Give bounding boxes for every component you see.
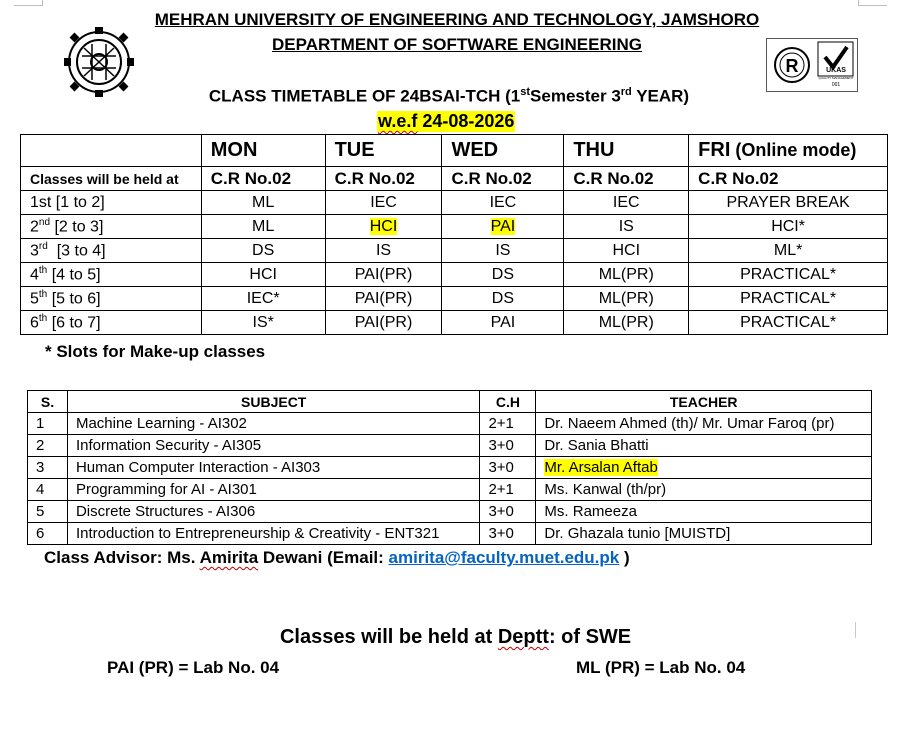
slot-ordinal-sup: th [38, 264, 48, 276]
subject-sno: 5 [28, 501, 68, 523]
slot-label [21, 239, 202, 263]
day-header-row [21, 135, 888, 167]
day-header-fri [689, 135, 888, 167]
slot-label [21, 287, 202, 311]
slot-cell-text: PAI [490, 313, 516, 331]
slot-cell [325, 287, 442, 311]
slot-range: [3 to 4] [47, 242, 106, 260]
subject-name: Programming for AI - AI301 [67, 479, 480, 501]
teacher-name: Dr. Sania Bhatti [544, 437, 649, 454]
teacher-name: Dr. Ghazala tunio [MUISTD] [544, 525, 731, 542]
subject-credit-hours: 2+1 [480, 479, 536, 501]
subject-sno: 2 [28, 435, 68, 457]
slot-ordinal-sup: th [38, 312, 48, 324]
title-sup-rd: rd [620, 86, 632, 98]
corner-cell [21, 135, 202, 167]
subject-row [28, 413, 872, 435]
advisor-prefix: Class Advisor: Ms. [44, 548, 200, 567]
room-cell: C.R No.02 [442, 167, 564, 191]
subject-credit-hours: 3+0 [480, 501, 536, 523]
slot-row [21, 239, 888, 263]
venue-suffix: : of SWE [548, 626, 632, 648]
slot-row [21, 287, 888, 311]
room-cell: C.R No.02 [201, 167, 325, 191]
makeup-footnote: * Slots for Make-up classes [45, 342, 266, 361]
slot-ordinal-sup: th [38, 288, 48, 300]
subjects-header-row [28, 391, 872, 413]
slot-ordinal-sup: rd [38, 240, 48, 252]
room-row-label: Classes will be held at [21, 167, 202, 191]
slot-cell [325, 263, 442, 287]
slot-label [21, 311, 202, 335]
subject-name: Machine Learning - AI302 [67, 413, 480, 435]
subjects-table [27, 390, 872, 545]
slot-cell-text: DS [491, 265, 515, 283]
subject-credit-hours: 2+1 [480, 413, 536, 435]
svg-text:R: R [785, 56, 799, 76]
slot-cell-text: ML [252, 193, 275, 211]
slot-cell [201, 191, 325, 215]
day-header-tue: TUE [325, 135, 442, 167]
subject-row [28, 457, 872, 479]
slot-cell-text: PRACTICAL* [740, 289, 837, 307]
slot-ordinal: 6 [30, 314, 39, 332]
teacher-name: Ms. Kanwal (th/pr) [544, 481, 667, 498]
slot-cell [201, 239, 325, 263]
advisor-suffix: ) [619, 548, 630, 567]
class-advisor-line [44, 548, 630, 568]
slot-ordinal: 5 [30, 290, 39, 308]
slot-cell-text-highlighted: PAI [490, 217, 516, 235]
subject-teacher [536, 523, 872, 545]
venue-line [0, 603, 900, 649]
slot-range: [4 to 5] [47, 266, 101, 284]
slot-cell-text: HCI [249, 265, 277, 283]
slot-cell [689, 263, 888, 287]
slot-cell-text: ML* [773, 241, 803, 259]
slot-range: [6 to 7] [47, 314, 101, 332]
slot-row [21, 263, 888, 287]
slot-cell-text: PRAYER BREAK [726, 193, 850, 211]
slot-cell-text: HCI [612, 241, 641, 259]
header-credit-hours: C.H [480, 391, 536, 413]
wef-date: 24-08-2026 [417, 111, 515, 131]
slot-cell-text: PAI(PR) [354, 313, 413, 331]
room-cell: C.R No.02 [689, 167, 888, 191]
title-mid: Semester 3 [530, 86, 621, 106]
slot-row [21, 311, 888, 335]
slot-cell-text: IEC [370, 193, 397, 211]
day-header-wed: WED [442, 135, 564, 167]
subject-teacher [536, 413, 872, 435]
subject-teacher [536, 435, 872, 457]
ml-lab-note: ML (PR) = Lab No. 04 [576, 658, 746, 677]
slot-cell [564, 191, 689, 215]
day-header-thu: THU [564, 135, 689, 167]
university-name: MEHRAN UNIVERSITY OF ENGINEERING AND TECHNOLOGY, JAMSHORO [154, 10, 760, 29]
room-cell: C.R No.02 [564, 167, 689, 191]
slot-label [21, 263, 202, 287]
slot-ordinal-sup: nd [38, 216, 51, 228]
ukas-label: UKAS [826, 67, 846, 74]
department-name: DEPARTMENT OF SOFTWARE ENGINEERING [272, 35, 642, 54]
slot-cell [689, 191, 888, 215]
fri-online-note: (Online mode) [730, 140, 857, 160]
slot-ordinal: 2 [30, 218, 39, 236]
slot-cell-text: ML(PR) [598, 265, 654, 283]
subject-row [28, 479, 872, 501]
page-corner-mark-left [14, 0, 43, 6]
subject-row [28, 523, 872, 545]
slot-cell-text: IEC* [246, 289, 280, 307]
slot-cell [201, 263, 325, 287]
room-row [21, 167, 888, 191]
subject-name: Discrete Structures - AI306 [67, 501, 480, 523]
effective-date [377, 111, 515, 132]
slot-cell [442, 239, 564, 263]
slot-ordinal: 4 [30, 266, 39, 284]
slot-cell [325, 191, 442, 215]
slot-cell-text: IS [618, 217, 634, 235]
day-header-mon: MON [201, 135, 325, 167]
subject-credit-hours: 3+0 [480, 523, 536, 545]
fri-label: FRI [698, 139, 731, 161]
subject-name: Human Computer Interaction - AI303 [67, 457, 480, 479]
slot-cell [564, 239, 689, 263]
title-end: YEAR) [631, 86, 690, 106]
venue-prefix: Classes will be held at [279, 626, 498, 648]
pai-lab-note: PAI (PR) = Lab No. 04 [107, 658, 280, 677]
subject-name: Introduction to Entrepreneurship & Creativity - ENT321 [67, 523, 480, 545]
advisor-email-link[interactable]: amirita@faculty.muet.edu.pk [388, 548, 620, 567]
subject-sno: 1 [28, 413, 68, 435]
slot-cell [689, 239, 888, 263]
slot-cell [442, 191, 564, 215]
slot-cell [564, 311, 689, 335]
slot-range: [2 to 3] [50, 218, 104, 236]
room-cell: C.R No.02 [325, 167, 442, 191]
subject-teacher [536, 457, 872, 479]
slot-cell [564, 215, 689, 239]
wef-prefix: w.e.f [378, 111, 418, 131]
slot-cell-text-highlighted: HCI [369, 217, 398, 235]
slot-cell [564, 287, 689, 311]
slot-cell-text: PAI(PR) [354, 289, 413, 307]
slot-cell [325, 239, 442, 263]
slot-cell [689, 287, 888, 311]
slot-cell-text: PRACTICAL* [740, 313, 837, 331]
text-cursor-icon [855, 622, 856, 638]
header-sno: S. [28, 391, 68, 413]
subject-row [28, 501, 872, 523]
slot-cell-text: IS* [252, 313, 274, 331]
slot-ordinal: 3 [30, 242, 39, 260]
slot-cell [201, 215, 325, 239]
teacher-name: Dr. Naeem Ahmed (th)/ Mr. Umar Faroq (pr) [544, 415, 835, 432]
advisor-rest: Dewani (Email: [258, 548, 389, 567]
slot-range: [5 to 6] [47, 290, 101, 308]
slot-cell-text: ML(PR) [598, 289, 654, 307]
header-teacher: TEACHER [536, 391, 872, 413]
slot-cell [442, 311, 564, 335]
teacher-name: Ms. Rameeza [544, 503, 637, 520]
subject-teacher [536, 501, 872, 523]
slot-row [21, 215, 888, 239]
slot-cell [325, 311, 442, 335]
subject-credit-hours: 3+0 [480, 457, 536, 479]
slot-cell [201, 311, 325, 335]
slot-cell [689, 215, 888, 239]
slot-ordinal: 1st [30, 193, 52, 211]
slot-cell [564, 263, 689, 287]
header-subject: SUBJECT [67, 391, 480, 413]
slot-range: [1 to 2] [51, 193, 105, 211]
slot-cell-text: DS [252, 241, 275, 259]
slot-cell-text: IS [495, 241, 511, 259]
subject-teacher [536, 479, 872, 501]
slot-cell-text: IEC [489, 193, 517, 211]
slot-cell-text: IEC [612, 193, 640, 211]
subject-row [28, 435, 872, 457]
subject-name: Information Security - AI305 [67, 435, 480, 457]
timetable-grid [20, 134, 888, 335]
subject-sno: 4 [28, 479, 68, 501]
slot-cell-text: ML [252, 217, 275, 235]
slot-cell-text: PAI(PR) [354, 265, 413, 283]
ukas-number: 001 [831, 82, 841, 88]
slot-cell [442, 263, 564, 287]
timetable-title [0, 86, 906, 107]
slot-cell-text: ML(PR) [598, 313, 654, 331]
title-main: CLASS TIMETABLE OF 24BSAI-TCH (1 [208, 86, 521, 106]
slot-cell-text: PRACTICAL* [740, 265, 837, 283]
ukas-sublabel: QUALITY MANAGEMENT [818, 76, 854, 80]
slot-label [21, 215, 202, 239]
slot-cell [689, 311, 888, 335]
slot-cell [325, 215, 442, 239]
subject-sno: 6 [28, 523, 68, 545]
slot-cell [201, 287, 325, 311]
slot-cell-text: DS [491, 289, 515, 307]
subject-credit-hours: 3+0 [480, 435, 536, 457]
title-sup-st: st [520, 86, 531, 98]
slot-label [21, 191, 202, 215]
venue-deptt: Deptt [497, 626, 549, 648]
advisor-first-name: Amirita [199, 548, 259, 567]
slot-cell-text: HCI* [771, 217, 805, 235]
slot-cell-text: IS [375, 241, 392, 259]
slot-cell [442, 287, 564, 311]
subject-sno: 3 [28, 457, 68, 479]
slot-row [21, 191, 888, 215]
page-corner-mark-right [858, 0, 887, 6]
teacher-name-highlighted: Mr. Arsalan Aftab [544, 459, 658, 476]
slot-cell [442, 215, 564, 239]
